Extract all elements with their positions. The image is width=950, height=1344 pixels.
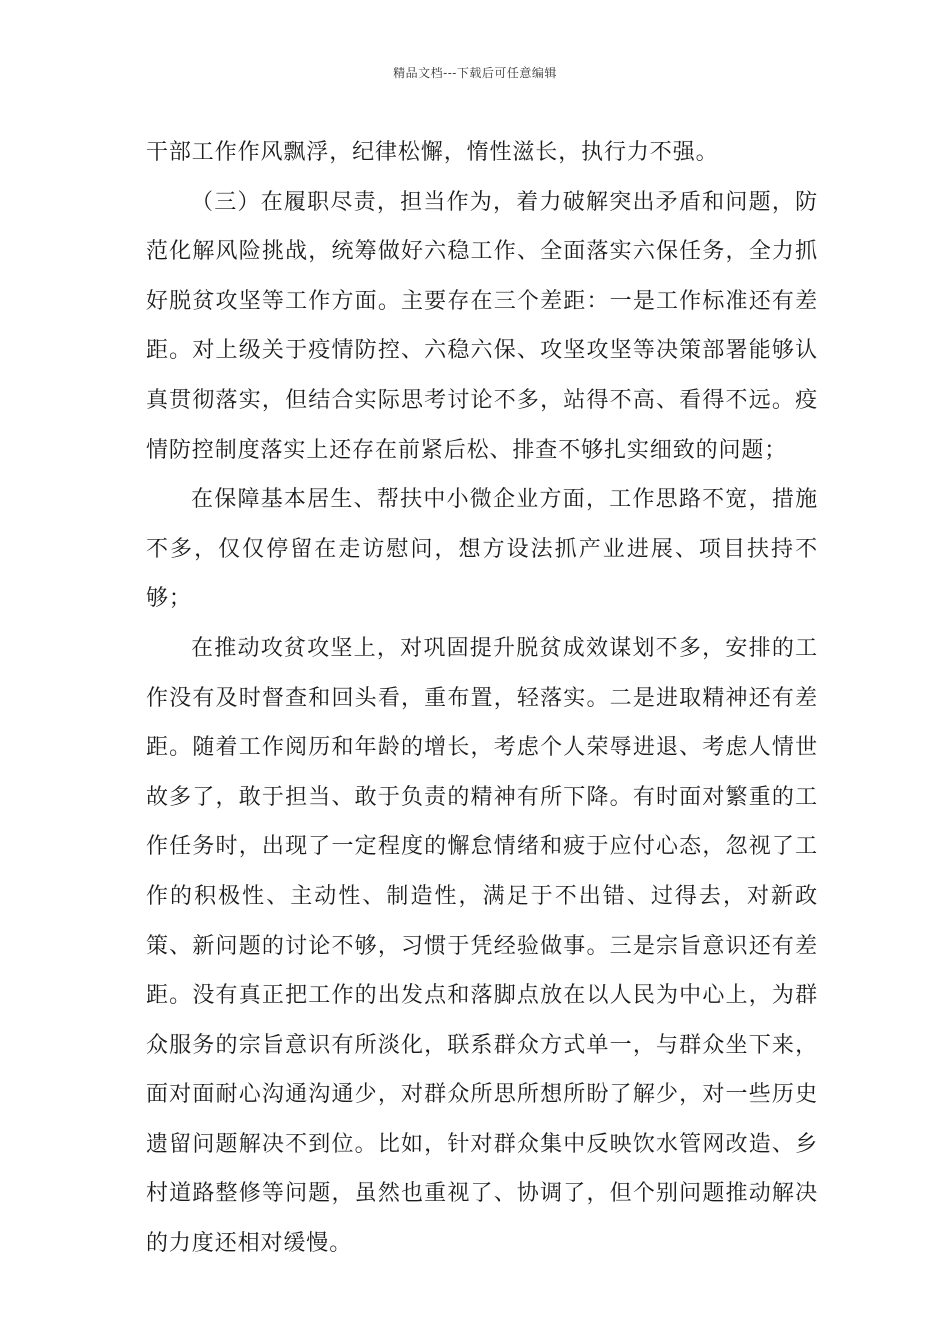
- paragraph-2: （三）在履职尽责，担当作为，着力破解突出矛盾和问题，防范化解风险挑战，统筹做好六稳工作、全面落实六保任务，全力抓好脱贫攻坚等工作方面。主要存在三个差距：一是工作标准还有差距。对上级关于疫情防控、六稳六保、攻坚攻坚等决策部署能够认真贯彻落实，但结合实际思考讨论不多，站得不高、看得不远。疫情防控制度落实上还存在前紧后松、排查不够扎实细致的问题；: [146, 189, 818, 463]
- paragraph-4: 在推动攻贫攻坚上，对巩固提升脱贫成效谋划不多，安排的工作没有及时督查和回头看，重布置，轻落实。二是进取精神还有差距。随着工作阅历和年龄的增长，考虑个人荣辱进退、考虑人情世故多了，敢于担当、敢于负责的精神有所下降。有时面对繁重的工作任务时，出现了一定程度的懈怠情绪和疲于应付心态，忽视了工作的积极性、主动性、制造性，满足于不出错、过得去，对新政策、新问题的讨论不够，习惯于凭经验做事。三是宗旨意识还有差距。没有真正把工作的出发点和落脚点放在以人民为中心上，为群众服务的宗旨意识有所淡化，联系群众方式单一，与群众坐下来，面对面耐心沟通沟通少，对群众所思所想所盼了解少，对一些历史遗留问题解决不到位。比如，针对群众集中反映饮水管网改造、乡村道路整修等问题，虽然也重视了、协调了，但个别问题推动解决的力度还相对缓慢。: [146, 635, 818, 1257]
- paragraph-1: 干部工作作风飘浮，纪律松懈，惰性滋长，执行力不强。: [146, 140, 719, 165]
- document-body: [146, 128, 818, 1269]
- paragraph-3: 在保障基本居生、帮扶中小微企业方面，工作思路不宽，措施不多，仅仅停留在走访慰问，想方设法抓产业进展、项目扶持不够；: [146, 487, 818, 612]
- page-header-watermark: 精品文档---下载后可任意编辑: [393, 66, 557, 80]
